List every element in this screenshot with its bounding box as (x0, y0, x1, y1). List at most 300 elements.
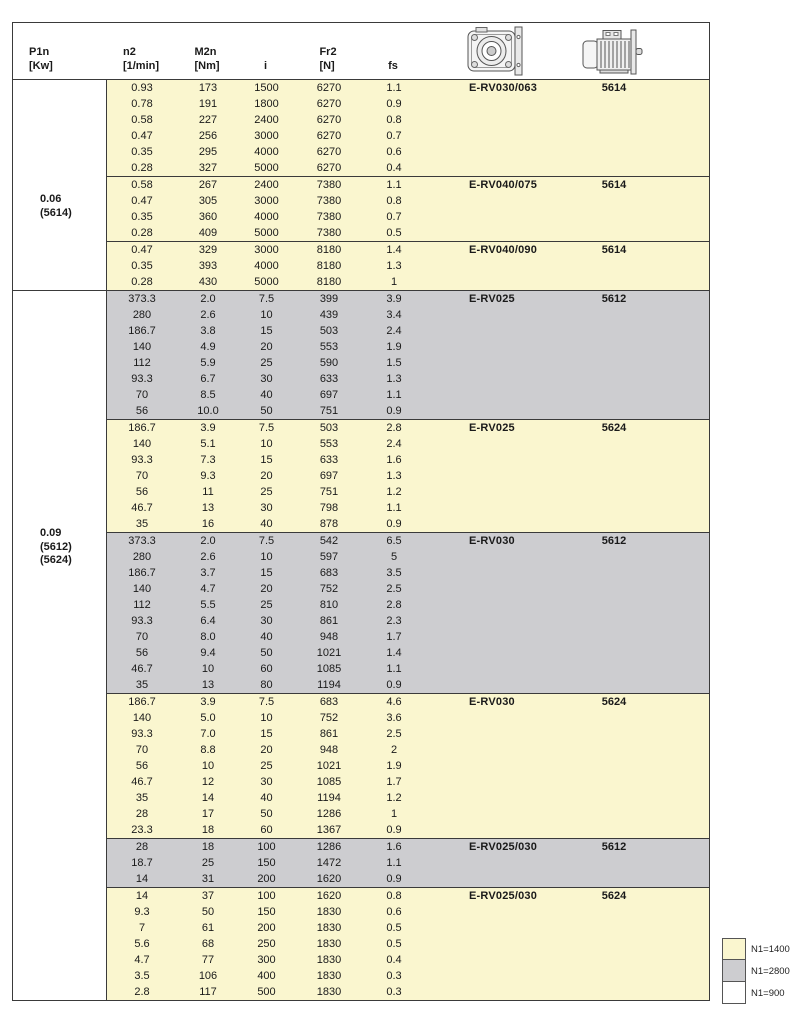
cell-m2n: 7.3 (200, 454, 216, 466)
cell-fs: 2.8 (386, 422, 402, 434)
cell-fs: 1 (390, 276, 398, 288)
cell-n2: 112 (133, 599, 151, 611)
cell-n2: 35 (135, 518, 149, 530)
motor-code: 5612 (601, 841, 627, 853)
cell-fs: 0.9 (386, 405, 402, 417)
i-label: i (263, 60, 268, 72)
cell-fr2: 810 (319, 599, 339, 611)
cell-i: 25 (260, 357, 273, 369)
cell-fr2: 1830 (316, 986, 342, 998)
cell-fr2: 1620 (316, 890, 342, 902)
cell-fr2: 6270 (316, 82, 342, 94)
cell-fs: 0.5 (386, 938, 402, 950)
table-row (107, 500, 709, 516)
cell-m2n: 329 (198, 244, 218, 256)
cell-fr2: 633 (319, 373, 339, 385)
cell-i: 15 (260, 728, 273, 740)
ratio-block (107, 532, 709, 693)
cell-m2n: 37 (201, 890, 215, 902)
cell-fr2: 6270 (316, 130, 342, 142)
cell-m2n: 3.8 (200, 325, 216, 337)
cell-fs: 0.8 (386, 195, 402, 207)
table-row (107, 904, 709, 920)
table-row (107, 355, 709, 371)
cell-i: 10 (260, 712, 273, 724)
table-row (107, 694, 709, 710)
cell-fs: 1.5 (386, 357, 402, 369)
model-label: E-RV025/030 (469, 841, 538, 853)
cell-fr2: 7380 (316, 195, 342, 207)
table-row (107, 468, 709, 484)
cell-fs: 0.9 (386, 824, 402, 836)
fs-label: fs (388, 60, 398, 72)
model-label: E-RV025 (469, 293, 515, 305)
cell-fr2: 7380 (316, 211, 342, 223)
cell-m2n: 6.7 (200, 373, 216, 385)
cell-fr2: 798 (319, 502, 339, 514)
model-label: E-RV040/075 (469, 179, 538, 191)
cell-fs: 3.4 (386, 309, 402, 321)
cell-m2n: 2.6 (200, 551, 216, 563)
cell-n2: 14 (135, 890, 149, 902)
table-row (107, 758, 709, 774)
cell-i: 60 (260, 824, 273, 836)
cell-fs: 3.6 (386, 712, 402, 724)
cell-i: 25 (260, 486, 273, 498)
cell-i: 400 (257, 970, 276, 982)
ratio-block (107, 419, 709, 532)
cell-m2n: 117 (199, 986, 217, 998)
cell-fs: 1.3 (386, 373, 402, 385)
cell-n2: 46.7 (131, 502, 153, 514)
cell-fr2: 1830 (316, 954, 342, 966)
cell-fr2: 590 (319, 357, 339, 369)
table-header (13, 23, 709, 80)
cell-fr2: 6270 (316, 146, 342, 158)
table-row (107, 177, 709, 193)
cell-m2n: 17 (201, 808, 215, 820)
cell-fs: 6.5 (386, 535, 402, 547)
motor-code: 5614 (601, 179, 627, 191)
cell-m2n: 12 (201, 776, 215, 788)
table-row (107, 774, 709, 790)
cell-n2: 18.7 (131, 857, 153, 869)
cell-fr2: 633 (319, 454, 339, 466)
cell-n2: 140 (132, 341, 152, 353)
cell-m2n: 256 (198, 130, 218, 142)
p1n-group-cell (13, 80, 107, 290)
p1n-group-cell (13, 291, 107, 1000)
cell-n2: 140 (132, 583, 152, 595)
cell-fs: 0.9 (386, 873, 402, 885)
cell-n2: 0.28 (131, 227, 153, 239)
table-row (107, 452, 709, 468)
cell-m2n: 327 (198, 162, 218, 174)
cell-m2n: 16 (201, 518, 215, 530)
cell-n2: 35 (135, 679, 149, 691)
cell-fr2: 752 (319, 712, 339, 724)
cell-i: 4000 (254, 211, 279, 223)
cell-m2n: 295 (198, 146, 218, 158)
cell-fr2: 7380 (316, 227, 342, 239)
cell-i: 50 (260, 808, 273, 820)
cell-m2n: 2.0 (200, 293, 216, 305)
cell-n2: 0.35 (131, 146, 153, 158)
ratio-block (107, 80, 709, 176)
cell-m2n: 227 (198, 114, 218, 126)
cell-fs: 1 (390, 808, 398, 820)
cell-i: 20 (260, 744, 273, 756)
cell-n2: 0.28 (131, 162, 153, 174)
cell-fr2: 861 (319, 728, 339, 740)
cell-m2n: 8.8 (200, 744, 216, 756)
p1n-line: 0.09 (40, 527, 62, 539)
cell-n2: 2.8 (134, 986, 150, 998)
speed-legend (722, 938, 790, 1004)
cell-m2n: 8.5 (200, 389, 216, 401)
cell-fr2: 1194 (317, 679, 341, 691)
legend-label: N1=1400 (751, 943, 790, 955)
cell-m2n: 4.9 (200, 341, 216, 353)
table-row (107, 420, 709, 436)
cell-n2: 280 (132, 309, 152, 321)
table-row (107, 822, 709, 838)
motor-code: 5624 (601, 422, 627, 434)
cell-m2n: 68 (201, 938, 215, 950)
legend-item-n1-1400 (722, 938, 790, 960)
p1n-line: (5624) (40, 554, 72, 566)
cell-n2: 5.6 (134, 938, 150, 950)
cell-n2: 70 (135, 631, 149, 643)
cell-i: 40 (260, 792, 273, 804)
cell-i: 2400 (254, 114, 279, 126)
cell-m2n: 61 (201, 922, 215, 934)
cell-fs: 2.5 (386, 728, 402, 740)
cell-n2: 0.47 (131, 195, 153, 207)
cell-i: 1800 (254, 98, 279, 110)
cell-fr2: 8180 (316, 276, 342, 288)
cell-m2n: 10 (201, 663, 215, 675)
table-row (107, 307, 709, 323)
cell-fr2: 948 (319, 744, 339, 756)
cell-m2n: 2.0 (200, 535, 216, 547)
cell-fr2: 697 (319, 470, 339, 482)
cell-n2: 373.3 (128, 535, 156, 547)
cell-n2: 186.7 (128, 567, 156, 579)
table-row (107, 613, 709, 629)
cell-n2: 186.7 (128, 422, 156, 434)
cell-n2: 3.5 (134, 970, 150, 982)
cell-fs: 1.1 (386, 857, 402, 869)
cell-i: 5000 (254, 227, 279, 239)
cell-i: 150 (257, 906, 276, 918)
cell-fs: 2.4 (386, 325, 402, 337)
table-row (107, 871, 709, 887)
p1n-label: P1n (29, 46, 50, 58)
cell-fs: 1.1 (386, 82, 402, 94)
p1n-line: 0.06 (40, 193, 62, 205)
cell-i: 10 (260, 551, 273, 563)
cell-fr2: 697 (319, 389, 339, 401)
column-header-m2n (176, 45, 238, 73)
table-row (107, 225, 709, 241)
table-row (107, 96, 709, 112)
table-row (107, 920, 709, 936)
cell-fs: 1.1 (386, 389, 402, 401)
fr2-label: Fr2 (319, 46, 337, 58)
p1n-line: (5612) (40, 540, 72, 553)
cell-fr2: 6270 (316, 162, 342, 174)
table-row (107, 984, 709, 1000)
cell-fr2: 1830 (316, 938, 342, 950)
table-row (107, 726, 709, 742)
cell-i: 30 (260, 776, 273, 788)
cell-i: 4000 (254, 146, 279, 158)
cell-i: 10 (260, 438, 273, 450)
cell-fs: 0.5 (386, 227, 402, 239)
table-row (107, 742, 709, 758)
cell-fr2: 503 (319, 325, 339, 337)
p1n-unit: [Kw] (29, 60, 53, 72)
cell-n2: 93.3 (131, 454, 153, 466)
cell-fs: 1.6 (386, 841, 402, 853)
cell-i: 3000 (254, 244, 279, 256)
cell-i: 2400 (254, 179, 279, 191)
table-row (107, 403, 709, 419)
cell-m2n: 2.6 (200, 309, 216, 321)
cell-fr2: 751 (319, 405, 339, 417)
cell-n2: 46.7 (131, 776, 153, 788)
column-header-fr2 (293, 45, 363, 73)
cell-fs: 0.8 (386, 114, 402, 126)
cell-fs: 1.7 (386, 776, 402, 788)
cell-n2: 93.3 (131, 373, 153, 385)
legend-item-n1-900 (722, 982, 790, 1004)
cell-fr2: 751 (319, 486, 339, 498)
cell-fs: 4.6 (386, 696, 402, 708)
cell-m2n: 18 (201, 824, 215, 836)
column-header-p1n (13, 45, 106, 73)
cell-i: 50 (260, 647, 273, 659)
cell-m2n: 191 (198, 98, 218, 110)
cell-n2: 7 (138, 922, 146, 934)
cell-i: 250 (257, 938, 276, 950)
cell-m2n: 106 (198, 970, 218, 982)
table-row (107, 790, 709, 806)
cell-i: 25 (260, 760, 273, 772)
n2-unit: [1/min] (122, 60, 160, 72)
cell-n2: 70 (135, 470, 149, 482)
table-row (107, 533, 709, 549)
gearmotor-selection-table (12, 22, 710, 1001)
cell-fs: 0.3 (386, 986, 402, 998)
cell-i: 40 (260, 389, 273, 401)
cell-fs: 0.9 (386, 679, 402, 691)
cell-i: 20 (260, 470, 273, 482)
cell-fs: 0.7 (386, 211, 402, 223)
table-row (107, 936, 709, 952)
cell-fr2: 399 (319, 293, 339, 305)
cell-fr2: 8180 (316, 244, 342, 256)
cell-n2: 56 (135, 760, 149, 772)
cell-i: 80 (260, 679, 273, 691)
table-row (107, 291, 709, 307)
cell-fr2: 948 (319, 631, 339, 643)
cell-fs: 1.9 (386, 760, 402, 772)
cell-n2: 0.58 (131, 179, 153, 191)
cell-m2n: 267 (198, 179, 218, 191)
cell-fs: 3.9 (386, 293, 402, 305)
cell-m2n: 4.7 (200, 583, 216, 595)
cell-fr2: 1620 (316, 873, 342, 885)
cell-i: 7.5 (258, 293, 275, 305)
cell-m2n: 13 (201, 679, 215, 691)
cell-fr2: 6270 (316, 98, 342, 110)
column-header-i (238, 59, 293, 73)
motor-code: 5614 (601, 244, 627, 256)
cell-fs: 0.4 (386, 954, 402, 966)
cell-n2: 4.7 (134, 954, 150, 966)
cell-n2: 140 (132, 438, 152, 450)
cell-m2n: 3.7 (200, 567, 216, 579)
cell-i: 7.5 (258, 535, 275, 547)
model-label: E-RV030 (469, 535, 515, 547)
cell-n2: 46.7 (131, 663, 153, 675)
cell-i: 100 (257, 890, 276, 902)
cell-m2n: 409 (198, 227, 218, 239)
fr2-unit: [N] (319, 60, 335, 72)
cell-fs: 0.8 (386, 890, 402, 902)
motor-code: 5614 (601, 82, 627, 94)
legend-swatch-gray (722, 960, 746, 982)
cell-m2n: 13 (201, 502, 215, 514)
cell-i: 20 (260, 583, 273, 595)
cell-fs: 1.7 (386, 631, 402, 643)
cell-n2: 35 (135, 792, 149, 804)
cell-n2: 70 (135, 389, 149, 401)
legend-swatch-white (722, 982, 746, 1004)
cell-i: 30 (260, 615, 273, 627)
cell-fr2: 6270 (316, 114, 342, 126)
table-row (107, 484, 709, 500)
p1n-group-label (40, 193, 72, 220)
table-row (107, 339, 709, 355)
cell-fs: 2 (390, 744, 398, 756)
cell-n2: 0.47 (131, 244, 153, 256)
table-row (107, 436, 709, 452)
cell-n2: 56 (135, 405, 149, 417)
cell-n2: 0.28 (131, 276, 153, 288)
cell-m2n: 305 (198, 195, 218, 207)
table-row (107, 112, 709, 128)
cell-n2: 140 (132, 712, 152, 724)
motor-code: 5624 (601, 890, 627, 902)
table-row (107, 839, 709, 855)
cell-m2n: 6.4 (200, 615, 216, 627)
cell-fr2: 1830 (316, 906, 342, 918)
cell-n2: 56 (135, 647, 149, 659)
cell-fs: 0.5 (386, 922, 402, 934)
cell-m2n: 5.0 (200, 712, 216, 724)
cell-i: 15 (260, 567, 273, 579)
table-row (107, 193, 709, 209)
group-blocks (107, 291, 709, 1000)
legend-label: N1=2800 (751, 965, 790, 977)
cell-m2n: 5.1 (200, 438, 216, 450)
cell-fr2: 1367 (316, 824, 342, 836)
cell-m2n: 7.0 (200, 728, 216, 740)
m2n-unit: [Nm] (194, 60, 220, 72)
p1n-group-label (40, 527, 72, 568)
cell-fr2: 542 (319, 535, 339, 547)
cell-m2n: 50 (201, 906, 215, 918)
cell-i: 100 (257, 841, 276, 853)
table-row (107, 80, 709, 96)
table-row (107, 806, 709, 822)
cell-m2n: 5.5 (200, 599, 216, 611)
motor-code: 5612 (601, 535, 627, 547)
cell-m2n: 18 (201, 841, 215, 853)
cell-n2: 28 (135, 841, 149, 853)
cell-i: 40 (260, 631, 273, 643)
cell-i: 200 (257, 922, 276, 934)
legend-item-n1-2800 (722, 960, 790, 982)
cell-fs: 1.4 (386, 647, 402, 659)
cell-m2n: 11 (202, 486, 214, 498)
table-row (107, 242, 709, 258)
cell-fs: 0.7 (386, 130, 402, 142)
cell-m2n: 10 (201, 760, 215, 772)
cell-i: 150 (257, 857, 276, 869)
model-label: E-RV030 (469, 696, 515, 708)
cell-fr2: 1085 (316, 663, 342, 675)
cell-fr2: 553 (319, 341, 339, 353)
cell-fs: 2.8 (386, 599, 402, 611)
worm-gearbox-icon (462, 26, 534, 81)
cell-fs: 1.2 (386, 792, 402, 804)
ratio-block (107, 291, 709, 419)
table-row (107, 952, 709, 968)
cell-m2n: 3.9 (200, 696, 216, 708)
cell-m2n: 9.3 (200, 470, 216, 482)
cell-fr2: 1085 (316, 776, 342, 788)
model-label: E-RV025/030 (469, 890, 538, 902)
cell-fs: 1.9 (386, 341, 402, 353)
cell-i: 15 (260, 325, 273, 337)
cell-fr2: 683 (319, 696, 339, 708)
cell-n2: 0.58 (131, 114, 153, 126)
cell-fr2: 683 (319, 567, 339, 579)
table-row (107, 565, 709, 581)
electric-motor-icon (581, 29, 647, 80)
cell-n2: 373.3 (128, 293, 156, 305)
cell-i: 5000 (254, 276, 279, 288)
table-row (107, 209, 709, 225)
cell-i: 25 (260, 599, 273, 611)
cell-m2n: 5.9 (200, 357, 216, 369)
cell-n2: 280 (132, 551, 152, 563)
cell-fr2: 1021 (316, 760, 342, 772)
cell-fs: 0.9 (386, 518, 402, 530)
cell-i: 3000 (254, 195, 279, 207)
cell-i: 500 (257, 986, 276, 998)
cell-m2n: 31 (201, 873, 215, 885)
cell-fr2: 597 (319, 551, 339, 563)
cell-i: 3000 (254, 130, 279, 142)
column-header-fs (363, 59, 423, 73)
ratio-block (107, 693, 709, 838)
m2n-label: M2n (194, 46, 217, 58)
